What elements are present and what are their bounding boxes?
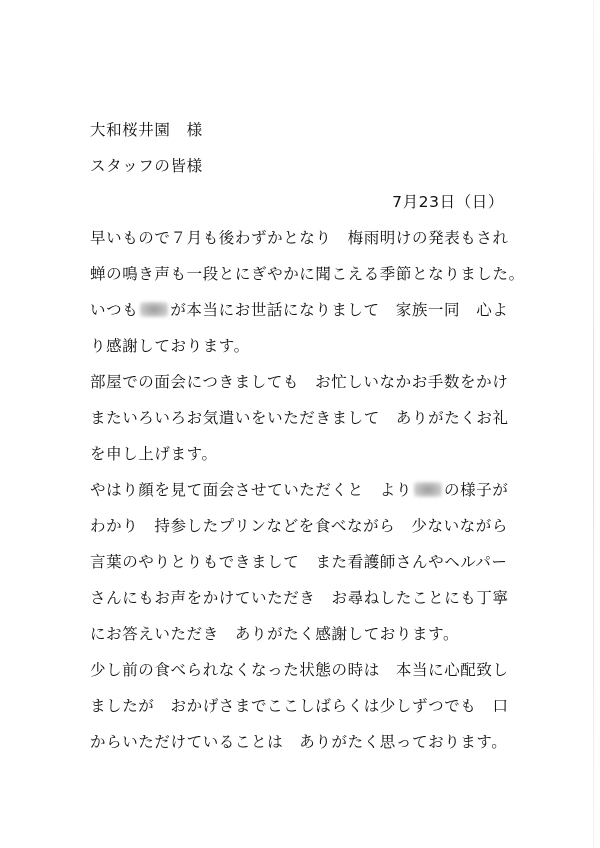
letter-line-15: からいただけていることは ありがたく思っております。 (90, 733, 508, 751)
letter-date: 7月23日（日） (392, 193, 504, 211)
letter-line-1: 早いもので７月も後わずかとなり 梅雨明けの発表もされ (90, 229, 509, 247)
letter-line-9: わかり 持参したプリンなどを食べながら 少ないながら (90, 517, 508, 535)
letter-line-3 (90, 292, 520, 328)
letter-body (90, 112, 525, 760)
redacted-name (140, 302, 168, 317)
scan-edge (593, 0, 594, 848)
letter-line-3-end: が本当にお世話になりまして 家族一同 心よ (170, 301, 509, 319)
recipient-line: 大和桜井園 様 (90, 121, 203, 139)
letter-line-12: にお答えいただき ありがたく感謝しております。 (90, 625, 460, 643)
letter-line-13: 少し前の食べられなくなった状態の時は 本当に心配致し (90, 661, 509, 679)
letter-line-3-start: いつも (90, 301, 139, 319)
letter-line-5: 部屋での面会につきましても お忙しいなかお手数をかけ (90, 373, 509, 391)
letter-line-4: り感謝しております。 (90, 337, 250, 355)
letter-line-8-end: の様子が (444, 481, 509, 499)
letter-line-8-start: やはり顔を見て面会させていただくと より (90, 481, 413, 499)
letter-line-2: 蝉の鳴き声も一段とにぎやかに聞こえる季節となりました。 (90, 265, 525, 283)
redacted-name (414, 482, 442, 497)
letter-line-8 (90, 472, 520, 508)
recipient-staff-line: スタッフの皆様 (90, 157, 203, 175)
letter-line-10: 言葉のやりとりもできまして また看護師さんやヘルパー (90, 553, 508, 571)
letter-line-6: またいろいろお気遣いをいただきまして ありがたくお礼 (90, 409, 509, 427)
letter-line-7: を申し上げます。 (90, 445, 218, 463)
letter-line-14: ましたが おかげさまでここしばらくは少しずつでも 口 (90, 697, 509, 715)
letter-line-11: さんにもお声をかけていただき お尋ねしたことにも丁寧 (90, 589, 509, 607)
